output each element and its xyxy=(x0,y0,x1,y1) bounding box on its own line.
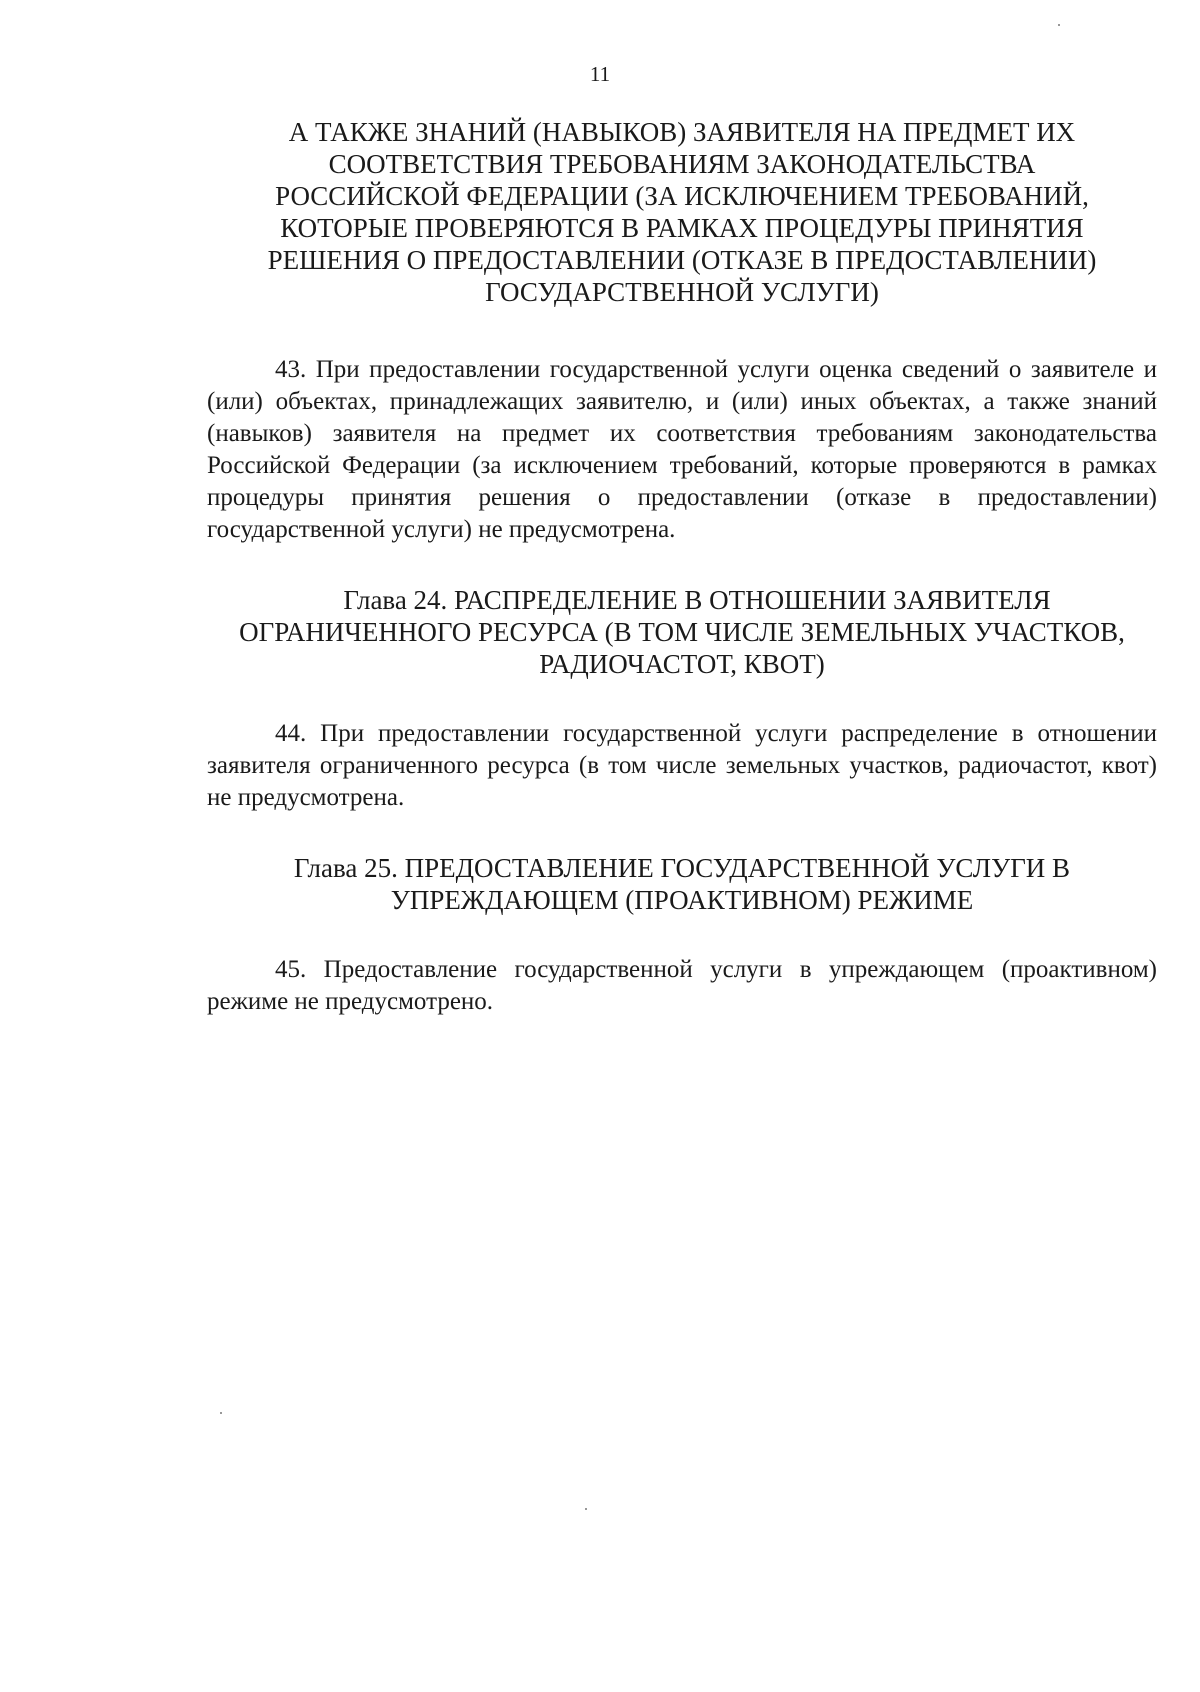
heading-line: СООТВЕТСТВИЯ ТРЕБОВАНИЯМ ЗАКОНОДАТЕЛЬСТВА xyxy=(328,149,1036,179)
heading-line: РЕШЕНИЯ О ПРЕДОСТАВЛЕНИИ (ОТКАЗЕ В ПРЕДОСТАВЛЕНИИ) xyxy=(267,245,1097,275)
heading-line: УПРЕЖДАЮЩЕМ (ПРОАКТИВНОМ) РЕЖИМЕ xyxy=(390,885,974,915)
section-heading-continuation xyxy=(207,116,1157,308)
chapter-25-heading xyxy=(207,852,1157,916)
scan-speck xyxy=(585,1508,587,1510)
heading-line: ОГРАНИЧЕННОГО РЕСУРСА (В ТОМ ЧИСЛЕ ЗЕМЕЛЬНЫХ УЧАСТКОВ, xyxy=(239,617,1125,647)
scan-speck xyxy=(220,1412,222,1414)
heading-line: РАДИОЧАСТОТ, КВОТ) xyxy=(539,649,825,679)
heading-line: Глава 24. РАСПРЕДЕЛЕНИЕ В ОТНОШЕНИИ ЗАЯВИТЕЛЯ xyxy=(343,585,1051,615)
heading-line: РОССИЙСКОЙ ФЕДЕРАЦИИ (ЗА ИСКЛЮЧЕНИЕМ ТРЕБОВАНИЙ, xyxy=(275,181,1089,211)
paragraph-43: 43. При предоставлении государственной услуги оценка сведений о заявителе и (или) объектах, принадлежащих заявителю, и (или) иных объектах, а также знаний (навыков) заявителя на предмет их соответствия требованиям законодательства Российской Федерации (за исключением требований, которые проверяются в рамках процедуры принятия решения о предоставлении (отказе в предоставлении) государственной услуги) не предусмотрена. xyxy=(207,356,1157,543)
page-content xyxy=(207,116,1157,1018)
scan-speck xyxy=(1058,24,1060,26)
chapter-24-heading xyxy=(207,584,1157,680)
heading-line: ГОСУДАРСТВЕННОЙ УСЛУГИ) xyxy=(485,277,879,307)
page-number: 11 xyxy=(589,62,611,86)
heading-line: КОТОРЫЕ ПРОВЕРЯЮТСЯ В РАМКАХ ПРОЦЕДУРЫ ПРИНЯТИЯ xyxy=(280,213,1084,243)
paragraph-45: 45. Предоставление государственной услуги в упреждающем (проактивном) режиме не предусмотрено. xyxy=(207,956,1157,1015)
heading-line: Глава 25. ПРЕДОСТАВЛЕНИЕ ГОСУДАРСТВЕННОЙ УСЛУГИ В xyxy=(293,853,1071,883)
paragraph-44: 44. При предоставлении государственной услуги распределение в отношении заявителя ограниченного ресурса (в том числе земельных участков, радиочастот, квот) не предусмотрена. xyxy=(207,720,1157,811)
heading-line: А ТАКЖЕ ЗНАНИЙ (НАВЫКОВ) ЗАЯВИТЕЛЯ НА ПРЕДМЕТ ИХ xyxy=(288,117,1076,147)
